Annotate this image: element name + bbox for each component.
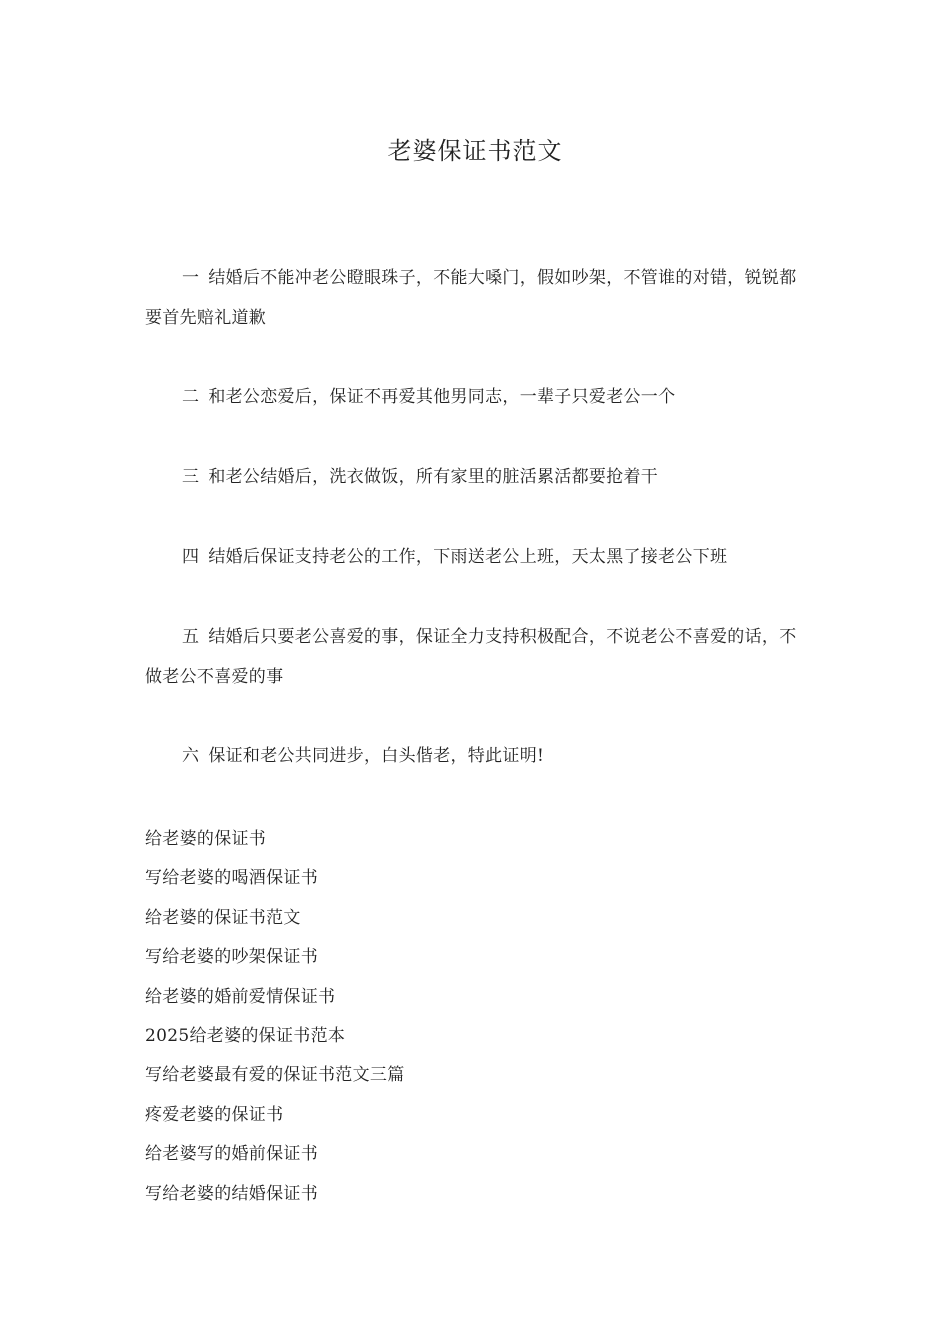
paragraph-5 (145, 617, 813, 697)
related-links-list (145, 820, 745, 1214)
related-link[interactable]: 给老婆的保证书 (145, 829, 267, 849)
paragraph-text: 保证和老公共同进步，白头偕老，特此证明! (208, 746, 545, 766)
related-link[interactable]: 写给老婆最有爱的保证书范文三篇 (145, 1065, 405, 1086)
paragraph-4 (145, 537, 813, 577)
paragraph-text: 和老公结婚后，洗衣做饭，所有家里的脏活累活都要抢着干 (208, 467, 659, 487)
paragraph-1 (145, 258, 813, 338)
paragraph-number: 五 (182, 627, 200, 647)
paragraph-text: 结婚后只要老公喜爱的事，保证全力支持积极配合，不说老公不喜爱的话，不做老公不喜爱的事 (145, 627, 797, 687)
paragraph-2 (145, 377, 813, 417)
paragraph-number: 一 (182, 268, 200, 288)
paragraph-number: 二 (182, 387, 200, 407)
paragraph-number: 四 (182, 547, 200, 567)
paragraph-number: 三 (182, 467, 200, 487)
related-link[interactable]: 疼爱老婆的保证书 (145, 1104, 284, 1125)
related-link[interactable]: 给老婆的婚前爱情保证书 (145, 986, 336, 1007)
related-link[interactable]: 2025给老婆的保证书范本 (145, 1025, 346, 1046)
related-link[interactable]: 写给老婆的结婚保证书 (145, 1183, 318, 1204)
related-link[interactable]: 给老婆写的婚前保证书 (145, 1144, 318, 1165)
paragraph-6 (145, 736, 813, 776)
related-link[interactable]: 给老婆的保证书范文 (145, 907, 301, 928)
paragraph-text: 结婚后保证支持老公的工作，下雨送老公上班，天太黑了接老公下班 (208, 547, 728, 567)
paragraph-3 (145, 457, 813, 497)
document-title: 老婆保证书范文 (387, 137, 563, 165)
paragraph-text: 和老公恋爱后，保证不再爱其他男同志，一辈子只爱老公一个 (208, 387, 676, 407)
related-link[interactable]: 写给老婆的喝酒保证书 (145, 868, 318, 889)
paragraph-number: 六 (182, 746, 200, 766)
related-link[interactable]: 写给老婆的吵架保证书 (145, 947, 318, 968)
paragraph-text: 结婚后不能冲老公瞪眼珠子，不能大嗓门，假如吵架，不管谁的对错，锐锐都要首先赔礼道歉 (145, 268, 797, 328)
